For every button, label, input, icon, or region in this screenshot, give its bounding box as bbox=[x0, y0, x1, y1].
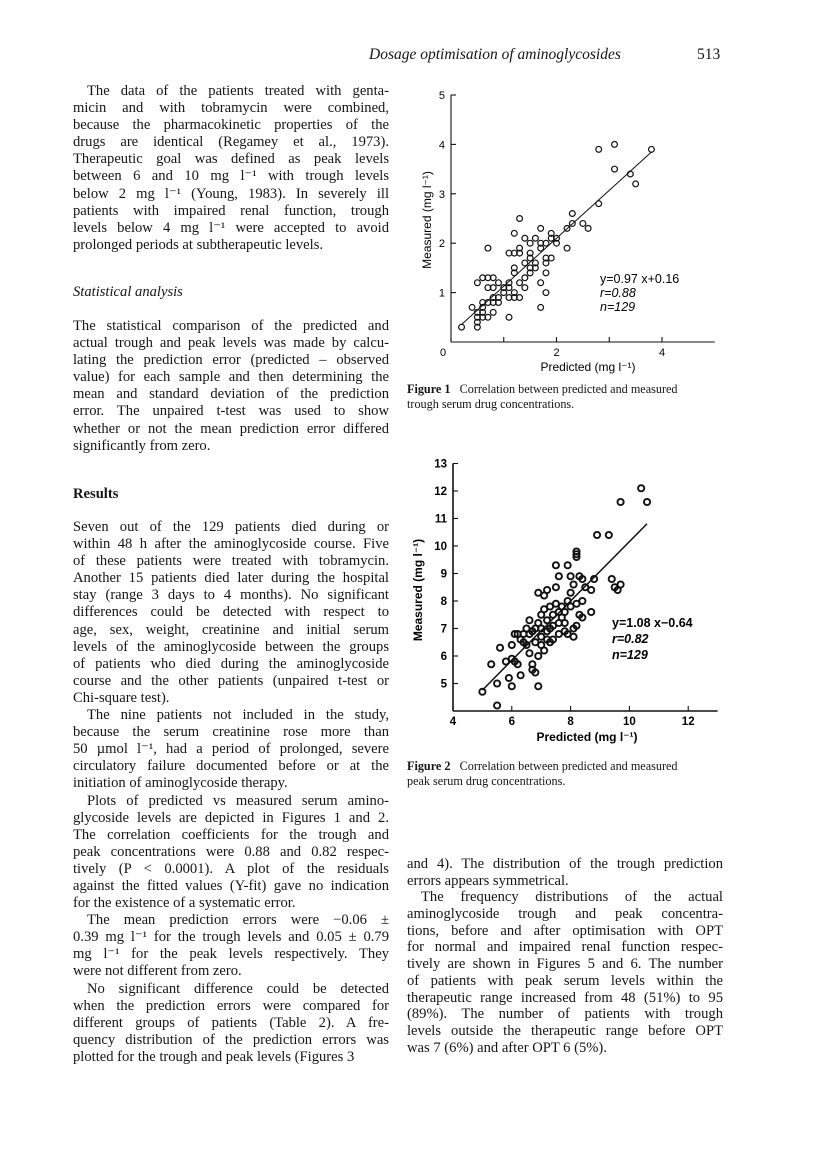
data-point bbox=[644, 499, 650, 505]
fit-annotation: n=129 bbox=[612, 648, 648, 662]
text-line: different groups of patients (Table 2). A fre- bbox=[73, 1014, 389, 1031]
y-tick-label: 8 bbox=[440, 596, 447, 608]
text-line: tively (P < 0.0001). A plot of the residuals bbox=[73, 860, 389, 877]
data-point bbox=[633, 181, 639, 187]
text-line: peak concentrations were 0.88 and 0.82 respec- bbox=[73, 843, 389, 860]
text-line: were not different from zero. bbox=[73, 963, 242, 980]
data-point bbox=[544, 617, 550, 623]
data-point bbox=[497, 645, 503, 651]
text-line: error. The unpaired t-test was used to show bbox=[73, 403, 389, 420]
y-tick-label: 6 bbox=[440, 651, 447, 663]
data-point bbox=[509, 642, 515, 648]
y-tick-label: 10 bbox=[434, 541, 447, 553]
y-tick-label: 4 bbox=[438, 139, 445, 152]
text-line: of patients who died during the aminoglycoside bbox=[73, 655, 389, 672]
paragraph-statistical-analysis bbox=[73, 318, 389, 455]
text-line: (89%). The number of patients with trough bbox=[407, 1006, 723, 1023]
fit-annotation: r=0.88 bbox=[600, 286, 636, 300]
data-point bbox=[490, 309, 496, 315]
text-line: lating the prediction error (predicted – observed bbox=[73, 352, 389, 369]
text-line: because the serum creatinine rose more than bbox=[73, 724, 389, 741]
data-point bbox=[627, 171, 633, 177]
data-point bbox=[612, 166, 618, 172]
text-line: Seven out of the 129 patients died during or bbox=[73, 519, 389, 535]
text-line: between 6 and 10 mg l⁻¹ with trough levels bbox=[73, 168, 389, 185]
y-tick-label: 2 bbox=[438, 238, 445, 251]
y-tick-label: 9 bbox=[440, 568, 447, 581]
text-line: actual trough and peak levels was made by calcu- bbox=[73, 335, 389, 352]
x-tick-label: 4 bbox=[658, 347, 666, 359]
figure-1-caption-line2: trough serum drug concentrations. bbox=[407, 397, 575, 411]
data-point bbox=[562, 620, 568, 626]
figure-2-caption-line2: peak serum drug concentrations. bbox=[407, 774, 566, 788]
text-line: levels below 4 mg l⁻¹ were accepted to avoid bbox=[73, 219, 389, 236]
data-point bbox=[522, 275, 528, 281]
text-line: The nine patients not included in the study, bbox=[87, 707, 389, 724]
text-line: within 48 h after the aminoglycoside course. Five bbox=[73, 536, 389, 553]
data-point bbox=[617, 499, 623, 505]
right-column-text bbox=[407, 856, 723, 1056]
data-point bbox=[517, 216, 523, 222]
text-line: errors appears symmetrical. bbox=[407, 872, 569, 889]
data-point bbox=[538, 305, 544, 311]
text-line: plotted for the trough and peak levels (Figures 3 bbox=[73, 1048, 355, 1065]
text-line: The correlation coefficients for the trough and bbox=[73, 826, 389, 843]
data-point bbox=[533, 235, 539, 241]
text-line: mg l⁻¹ for the peak levels respectively. They bbox=[73, 946, 389, 963]
data-point bbox=[612, 142, 618, 148]
data-point bbox=[580, 221, 586, 227]
text-line: therapeutic range increased from 48 (51%) to 95 bbox=[407, 989, 723, 1006]
data-point bbox=[522, 260, 528, 266]
data-point bbox=[649, 146, 655, 152]
y-tick-label: 3 bbox=[438, 188, 445, 201]
y-tick-label: 5 bbox=[440, 678, 447, 691]
text-line: micin and with tobramycin were combined, bbox=[73, 100, 389, 117]
x-tick-label: 10 bbox=[623, 716, 636, 728]
data-point bbox=[568, 590, 574, 596]
data-point bbox=[556, 573, 562, 579]
data-point bbox=[553, 562, 559, 568]
text-line: aminoglycoside trough and peak concentra- bbox=[407, 906, 723, 923]
data-point bbox=[569, 211, 575, 217]
text-line: age, sex, weight, creatinine and initial serum bbox=[73, 621, 389, 638]
data-point bbox=[485, 245, 491, 251]
text-line: of these patients were treated with tobramycin. bbox=[73, 553, 389, 570]
data-point bbox=[543, 290, 549, 296]
text-line: 0.39 mg l⁻¹ for the trough levels and 0.05 ± 0.79 bbox=[73, 929, 389, 946]
data-point bbox=[564, 245, 570, 251]
text-line: because the pharmacokinetic properties of the bbox=[73, 117, 389, 134]
page-number: 513 bbox=[697, 46, 721, 63]
data-point bbox=[522, 285, 528, 291]
text-line: glycoside levels are depicted in Figures 1 and 2. bbox=[73, 809, 389, 826]
data-point bbox=[506, 314, 512, 320]
data-point bbox=[638, 485, 644, 491]
data-point bbox=[588, 609, 594, 615]
figure-2-label: Figure 2 bbox=[407, 759, 451, 773]
text-line: levels outside the therapeutic range before OPT bbox=[407, 1022, 723, 1039]
text-line: course and the other patients (unpaired t-test or bbox=[73, 672, 389, 689]
data-point bbox=[570, 634, 576, 640]
data-point bbox=[609, 576, 615, 582]
figure-1-caption-line1: Correlation between predicted and measured bbox=[459, 382, 678, 396]
text-line: significantly from zero. bbox=[73, 437, 211, 454]
x-tick-label: 4 bbox=[449, 716, 457, 728]
data-point bbox=[474, 280, 480, 286]
figure-1-caption bbox=[407, 382, 737, 412]
text-line: 50 µmol l⁻¹, had a period of prolonged, severe bbox=[73, 741, 389, 758]
text-line: mean and standard deviation of the prediction bbox=[73, 386, 389, 403]
data-point bbox=[494, 702, 500, 708]
data-point bbox=[579, 598, 585, 604]
data-point bbox=[588, 587, 594, 593]
y-tick-label: 5 bbox=[438, 90, 445, 102]
y-axis-label: Measured (mg l⁻¹) bbox=[420, 171, 434, 269]
text-line: of patients with peak serum levels within the bbox=[407, 972, 723, 989]
data-point bbox=[570, 581, 576, 587]
text-line: and 4). The distribution of the trough prediction bbox=[407, 856, 723, 872]
text-line: initiation of aminoglycoside therapy. bbox=[73, 775, 288, 792]
figure-2-chart bbox=[400, 450, 730, 750]
text-line: The frequency distributions of the actual bbox=[421, 889, 723, 906]
data-point bbox=[538, 225, 544, 231]
text-line: against the fitted values (Y-fit) gave no indication bbox=[73, 877, 389, 894]
text-line: for the existence of a systematic error. bbox=[73, 895, 296, 912]
text-line: Chi-square test). bbox=[73, 689, 170, 706]
data-point bbox=[506, 675, 512, 681]
data-point bbox=[585, 225, 591, 231]
heading-results: Results bbox=[73, 486, 119, 502]
data-point bbox=[606, 532, 612, 538]
data-point bbox=[596, 146, 602, 152]
fit-annotation: n=129 bbox=[600, 300, 636, 314]
data-point bbox=[469, 305, 475, 311]
data-point bbox=[526, 650, 532, 656]
text-line: The statistical comparison of the predicted and bbox=[73, 318, 389, 334]
y-tick-label: 11 bbox=[434, 513, 447, 526]
figure-1-label: Figure 1 bbox=[407, 382, 451, 396]
data-point bbox=[535, 653, 541, 659]
data-point bbox=[517, 280, 523, 286]
data-point bbox=[509, 683, 515, 689]
data-point bbox=[596, 201, 602, 207]
text-line: below 2 mg l⁻¹ (Young, 1983). In severely ill bbox=[73, 185, 389, 202]
figure-2-caption bbox=[407, 759, 737, 789]
data-point bbox=[511, 230, 517, 236]
text-line: tions, before and after optimisation with OPT bbox=[407, 922, 723, 939]
text-line: Plots of predicted vs measured serum amino- bbox=[87, 792, 389, 809]
x-axis-label: Predicted (mg l⁻¹) bbox=[536, 730, 638, 744]
data-point bbox=[488, 661, 494, 667]
data-point bbox=[459, 324, 465, 330]
data-point bbox=[565, 562, 571, 568]
data-point bbox=[535, 683, 541, 689]
text-line: quency distribution of the prediction errors was bbox=[73, 1031, 389, 1048]
data-point bbox=[527, 240, 533, 246]
heading-statistical-analysis: Statistical analysis bbox=[73, 284, 183, 300]
results-text bbox=[73, 519, 389, 1066]
x-tick-label: 2 bbox=[553, 347, 560, 359]
text-line: value) for each sample and then determining the bbox=[73, 369, 389, 386]
data-point bbox=[522, 235, 528, 241]
running-title: Dosage optimisation of aminoglycosides bbox=[369, 46, 621, 63]
figure-1-chart bbox=[400, 80, 730, 380]
data-point bbox=[479, 689, 485, 695]
x-tick-label: 6 bbox=[508, 716, 516, 728]
data-point bbox=[526, 617, 532, 623]
y-tick-label: 7 bbox=[440, 623, 447, 636]
text-line: differences could be detected with respect to bbox=[73, 604, 389, 621]
text-line: patients with impaired renal function, trough bbox=[73, 202, 389, 219]
data-point bbox=[538, 280, 544, 286]
data-point bbox=[594, 532, 600, 538]
text-line: The data of the patients treated with genta- bbox=[87, 83, 389, 99]
text-line: for normal and impaired renal function respec- bbox=[407, 939, 723, 956]
text-line: tively are shown in Figures 5 and 6. The number bbox=[407, 956, 723, 973]
text-line: Therapeutic goal was defined as peak levels bbox=[73, 151, 389, 168]
text-line: No significant difference could be detected bbox=[87, 980, 389, 997]
text-line: levels of the aminoglycoside between the groups bbox=[73, 638, 389, 655]
x-tick-label: 12 bbox=[681, 716, 695, 728]
data-point bbox=[591, 576, 597, 582]
fit-annotation: r=0.82 bbox=[612, 632, 649, 646]
data-point bbox=[538, 642, 544, 648]
x-axis-label: Predicted (mg l⁻¹) bbox=[540, 360, 636, 374]
y-tick-label: 12 bbox=[434, 486, 447, 498]
text-line: drugs are identical (Regamey et al., 1973). bbox=[73, 134, 389, 151]
data-point bbox=[553, 584, 559, 590]
data-point bbox=[543, 270, 549, 276]
data-point bbox=[544, 587, 550, 593]
text-line: The mean prediction errors were −0.06 ± bbox=[87, 912, 389, 929]
text-line: Another 15 patients died later during the hospital bbox=[73, 570, 389, 587]
text-line: circulatory failure documented before or at the bbox=[73, 758, 389, 775]
figure-2-caption-line1: Correlation between predicted and measured bbox=[459, 759, 678, 773]
y-tick-label: 1 bbox=[438, 287, 445, 300]
data-point bbox=[494, 680, 500, 686]
text-line: stay (range 3 days to 4 months). No significant bbox=[73, 587, 389, 604]
data-point bbox=[518, 672, 524, 678]
data-point bbox=[568, 573, 574, 579]
y-tick-label: 13 bbox=[434, 458, 447, 471]
x-tick-label: 8 bbox=[567, 716, 574, 728]
text-line: was 7 (6%) and after OPT 6 (5%). bbox=[407, 1039, 607, 1056]
text-line: when the prediction errors were compared for bbox=[73, 997, 389, 1014]
y-axis-label: Measured (mg l⁻¹) bbox=[411, 538, 425, 642]
x-tick-label: 0 bbox=[439, 347, 447, 359]
data-point bbox=[617, 581, 623, 587]
fit-annotation: y=1.08 x−0.64 bbox=[612, 616, 693, 630]
data-point bbox=[496, 280, 502, 286]
paragraph-data-combined bbox=[73, 83, 389, 254]
text-line: prolonged periods at subtherapeutic levels. bbox=[73, 236, 324, 253]
text-line: whether or not the mean prediction error differed bbox=[73, 420, 389, 437]
fit-annotation: y=0.97 x+0.16 bbox=[600, 272, 680, 286]
